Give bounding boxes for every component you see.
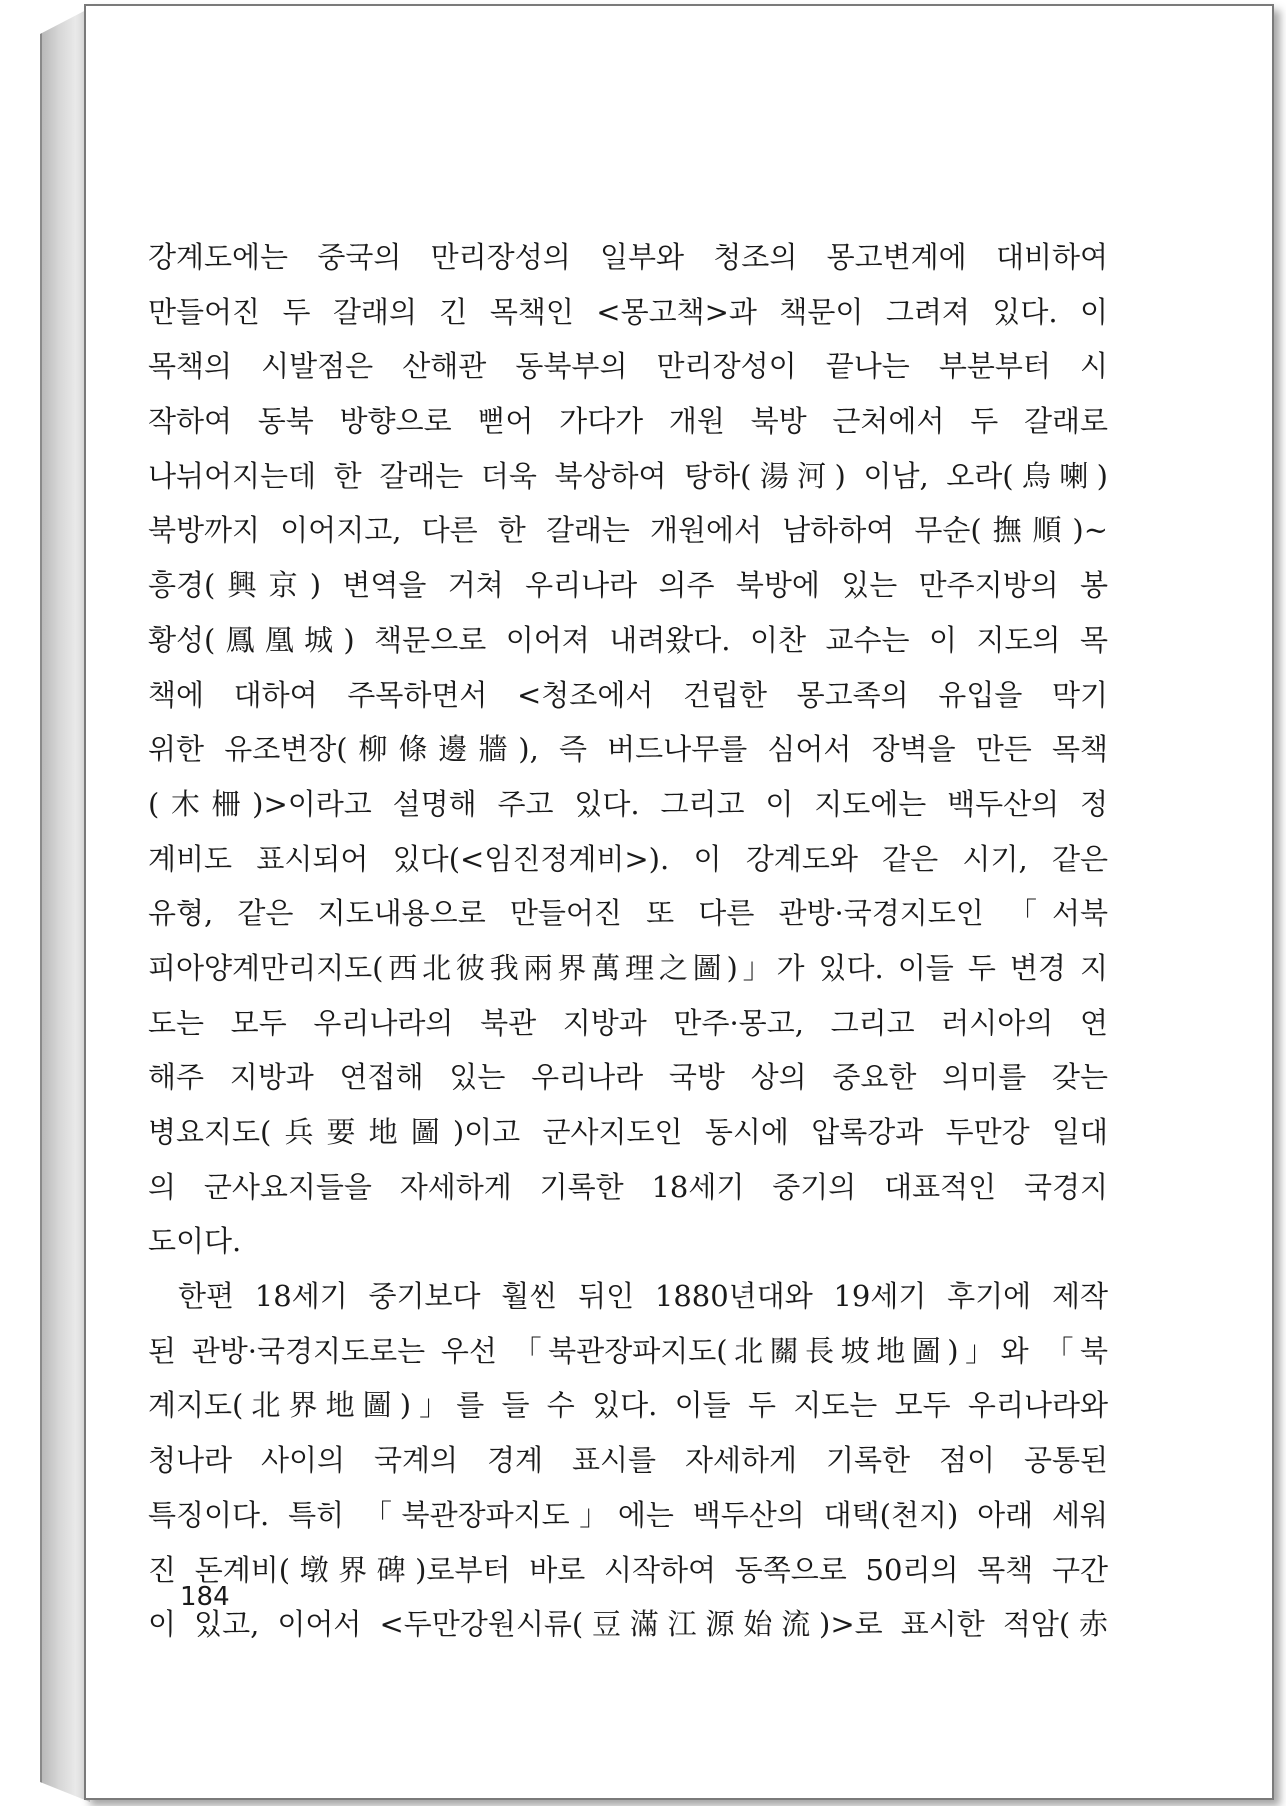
text-line: 한편 18세기 중기보다 훨씬 뒤인 1880년대와 19세기 후기에 제작 <box>178 1279 1108 1314</box>
text-line: 특징이다. 특히 「북관장파지도」에는 백두산의 대택(천지) 아래 세워 <box>148 1497 1108 1532</box>
text-line: 위한 유조변장(柳條邊牆), 즉 버드나무를 심어서 장벽을 만든 목책 <box>148 732 1108 767</box>
text-line: 피아양계만리지도(西北彼我兩界萬理之圖)」가 있다. 이들 두 변경 지 <box>148 950 1108 985</box>
text-line: 도는 모두 우리나라의 북관 지방과 만주·몽고, 그리고 러시아의 연 <box>148 1005 1108 1040</box>
text-line: 청나라 사이의 국계의 경계 표시를 자세하게 기록한 점이 공통된 <box>148 1443 1108 1478</box>
text-line: 황성(鳳凰城) 책문으로 이어져 내려왔다. 이찬 교수는 이 지도의 목 <box>148 622 1108 657</box>
text-line: 이 있고, 이어서 <두만강원시류(豆滿江源始流)>로 표시한 적암(赤 <box>148 1607 1108 1642</box>
text-line: 흥경(興京) 변역을 거쳐 우리나라 의주 북방에 있는 만주지방의 봉 <box>148 568 1108 603</box>
text-line: 해주 지방과 연접해 있는 우리나라 국방 상의 중요한 의미를 갖는 <box>148 1060 1108 1095</box>
text-line: 목책의 시발점은 산해관 동북부의 만리장성이 끝나는 부분부터 시 <box>148 349 1108 384</box>
text-line: 진 돈계비(墩界碑)로부터 바로 시작하여 동쪽으로 50리의 목책 구간 <box>148 1552 1108 1587</box>
text-line: 강계도에는 중국의 만리장성의 일부와 청조의 몽고변계에 대비하여 <box>148 240 1108 274</box>
text-line: 계비도 표시되어 있다(<임진정계비>). 이 강계도와 같은 시기, 같은 <box>148 841 1108 876</box>
text-line: 책에 대하여 주목하면서 <청조에서 건립한 몽고족의 유입을 막기 <box>148 677 1108 712</box>
text-line: 작하여 동북 방향으로 뻗어 가다가 개원 북방 근처에서 두 갈래로 <box>148 404 1108 439</box>
text-line: 의 군사요지들을 자세하게 기록한 18세기 중기의 대표적인 국경지 <box>148 1169 1108 1204</box>
text-line: 된 관방·국경지도로는 우선 「북관장파지도(北關長坡地圖)」와 「북 <box>148 1333 1108 1368</box>
text-line: 유형, 같은 지도내용으로 만들어진 또 다른 관방·국경지도인 「서북 <box>148 896 1108 931</box>
page-number: 184 <box>180 1582 230 1612</box>
text-line: 만들어진 두 갈래의 긴 목책인 <몽고책>과 책문이 그려져 있다. 이 <box>148 294 1108 329</box>
text-line: 나뉘어지는데 한 갈래는 더욱 북상하여 탕하(湯河) 이남, 오라(烏喇) <box>148 458 1108 493</box>
book-spine <box>40 8 90 1802</box>
text-line: 병요지도(兵要地圖)이고 군사지도인 동시에 압록강과 두만강 일대 <box>148 1115 1108 1149</box>
text-line: 도이다. <box>148 1224 242 1259</box>
body-text <box>148 230 1108 1652</box>
text-line: 계지도(北界地圖)」를 들 수 있다. 이들 두 지도는 모두 우리나라와 <box>148 1388 1108 1423</box>
text-line: 북방까지 이어지고, 다른 한 갈래는 개원에서 남하하여 무순(撫順)~ <box>148 513 1108 548</box>
text-line: (木柵)>이라고 설명해 주고 있다. 그리고 이 지도에는 백두산의 정 <box>148 786 1108 821</box>
